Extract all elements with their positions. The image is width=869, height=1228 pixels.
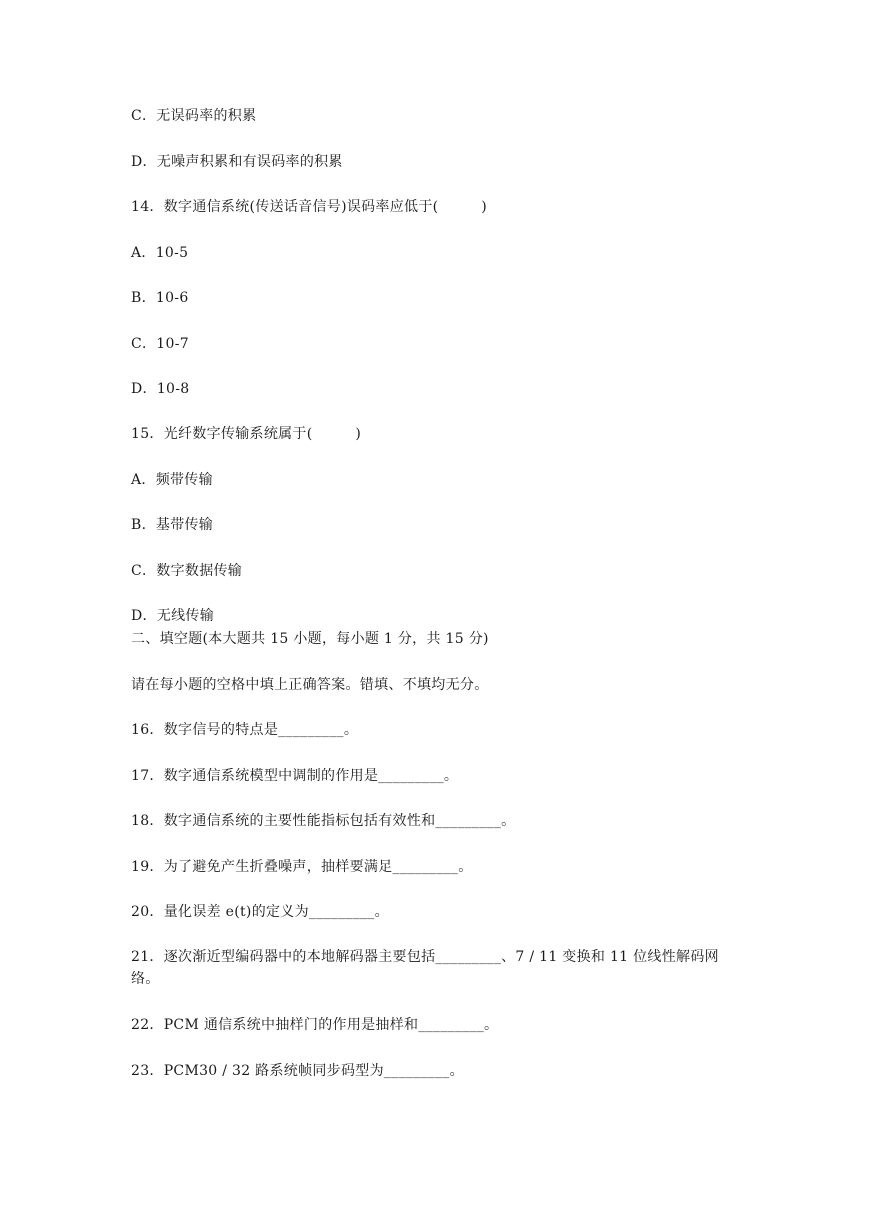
option-b-q14: B．10-6 [131,290,189,306]
section-instructions: 请在每小题的空格中填上正确答案。错填、不填均无分。 [131,677,489,693]
section-heading: 二、填空题(本大题共 15 小题，每小题 1 分，共 15 分) [131,631,489,647]
question-16: 16．数字信号的特点是_________。 [131,722,359,738]
option-d-q14: D．10-8 [131,381,190,397]
option-c-q14: C．10-7 [131,336,189,352]
option-a-q14: A．10-5 [131,245,189,261]
question-17: 17．数字通信系统模型中调制的作用是_________。 [131,768,459,784]
question-19: 19．为了避免产生折叠噪声，抽样要满足_________。 [131,859,473,875]
question-20: 20．量化误差 e(t)的定义为_________。 [131,904,389,920]
question-14: 14．数字通信系统(传送话音信号)误码率应低于( ) [131,199,488,215]
question-23: 23．PCM30 / 32 路系统帧同步码型为_________。 [131,1063,464,1079]
option-d-q15: D．无线传输 [131,608,215,624]
question-18: 18．数字通信系统的主要性能指标包括有效性和_________。 [131,813,516,829]
option-b-q15: B．基带传输 [131,517,214,533]
option-c-q13: C．无误码率的积累 [131,108,257,124]
question-15: 15．光纤数字传输系统属于( ) [131,426,362,442]
option-a-q15: A．频带传输 [131,472,213,488]
option-d-q13: D．无噪声积累和有误码率的积累 [131,154,343,170]
option-c-q15: C．数字数据传输 [131,563,243,579]
question-21: 21．逐次渐近型编码器中的本地解码器主要包括_________、7 / 11 变换和 11 位线性解码网络。 [131,949,719,987]
question-22: 22．PCM 通信系统中抽样门的作用是抽样和_________。 [131,1017,499,1033]
